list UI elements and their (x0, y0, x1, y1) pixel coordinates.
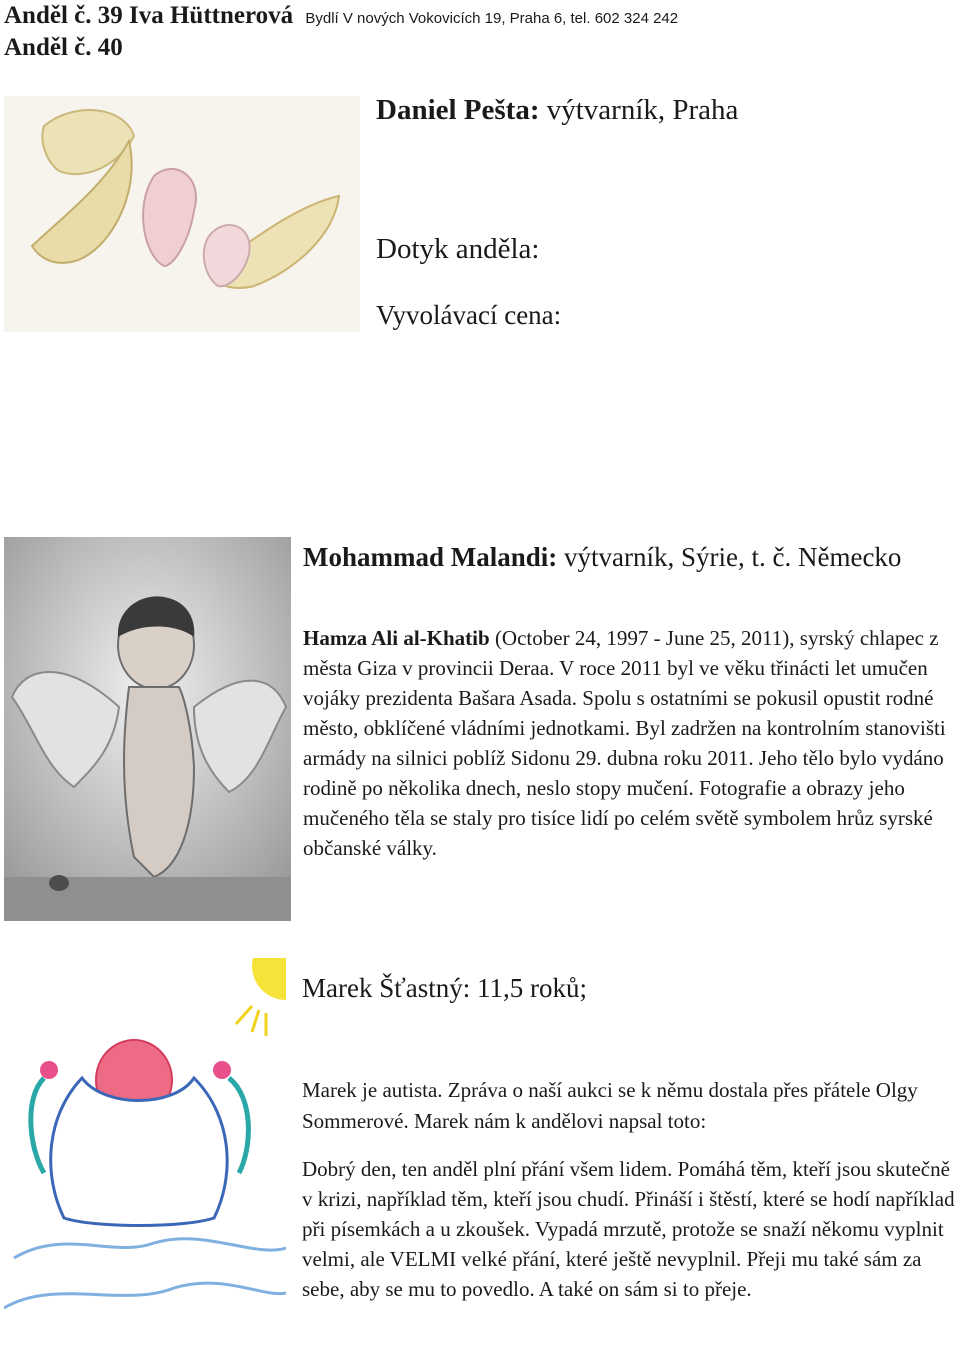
angel-39-line (4, 2, 678, 30)
pesta-artist-desc: výtvarník, Praha (539, 94, 739, 126)
angel-boy-drawing-icon (4, 537, 291, 921)
malandi-artist-heading (303, 539, 953, 575)
child-angel-drawing-icon (4, 958, 286, 1355)
pesta-work-title: Dotyk anděla: (376, 233, 540, 265)
marek-intro: Marek je autista. Zpráva o naší aukci se k němu dostala přes přátele Olgy Sommerové. Marek nám k andělovi napsal toto: (302, 1078, 918, 1133)
angel-39-name: Iva Hüttnerová (129, 2, 294, 29)
marek-title: Marek Šťastný: 11,5 roků; (302, 973, 588, 1003)
pesta-price-label: Vyvolávací cena: (376, 300, 562, 330)
malandi-description (303, 623, 958, 863)
pesta-artwork-image (4, 96, 360, 332)
hamza-description: (October 24, 1997 - June 25, 2011), syrský chlapec z města Giza v provincii Deraa. V roce 2011 byl ve věku třinácti let umučen vojáky prezidenta Bašara Asada. Spolu s ostatními se pokusil opustit rodné město, obklíčené vládními jednotkami. Byl zadržen na kontrolním stanovišti armády na silnici poblíž Sidonu 29. dubna roku 2011. Jeho tělo bylo vydáno rodině po několika dnech, neslo stopy mučení. Fotografie a obrazy jeho mučeného těla se staly pro tisíce lidí po celém světě symbolem hrůz syrské občanské války. (303, 626, 946, 860)
malandi-artist-desc: výtvarník, Sýrie, t. č. Německo (557, 542, 902, 572)
hamza-name: Hamza Ali al-Khatib (303, 626, 490, 650)
angel-40-label: Anděl č. 40 (4, 34, 123, 61)
marek-artwork-image (4, 958, 286, 1355)
angel-wings-collage-icon (4, 96, 360, 332)
angel-39-label: Anděl č. 39 (4, 2, 123, 29)
angel-39-address: Bydlí V nových Vokovicích 19, Praha 6, tel. 602 324 242 (305, 10, 679, 27)
pesta-artist-heading (376, 94, 738, 127)
malandi-artist-name: Mohammad Malandi: (303, 542, 558, 572)
pesta-artist-name: Daniel Pešta: (376, 94, 540, 126)
malandi-artwork-image (4, 537, 291, 921)
marek-letter: Dobrý den, ten anděl plní přání všem lidem. Pomáhá těm, kteří jsou skutečně v krizi, například těm, kteří jsou chudí. Přináší i štěstí, které se hodí například při písemkách a u zkoušek. Vypadá mrzutě, protože se snaží někomu vyplnit velmi, ale VELMI velké přání, které ještě nevyplnil. Přeji mu také sám za sebe, aby se mu to povedlo. A také on sám si to přeje. (302, 1157, 955, 1301)
